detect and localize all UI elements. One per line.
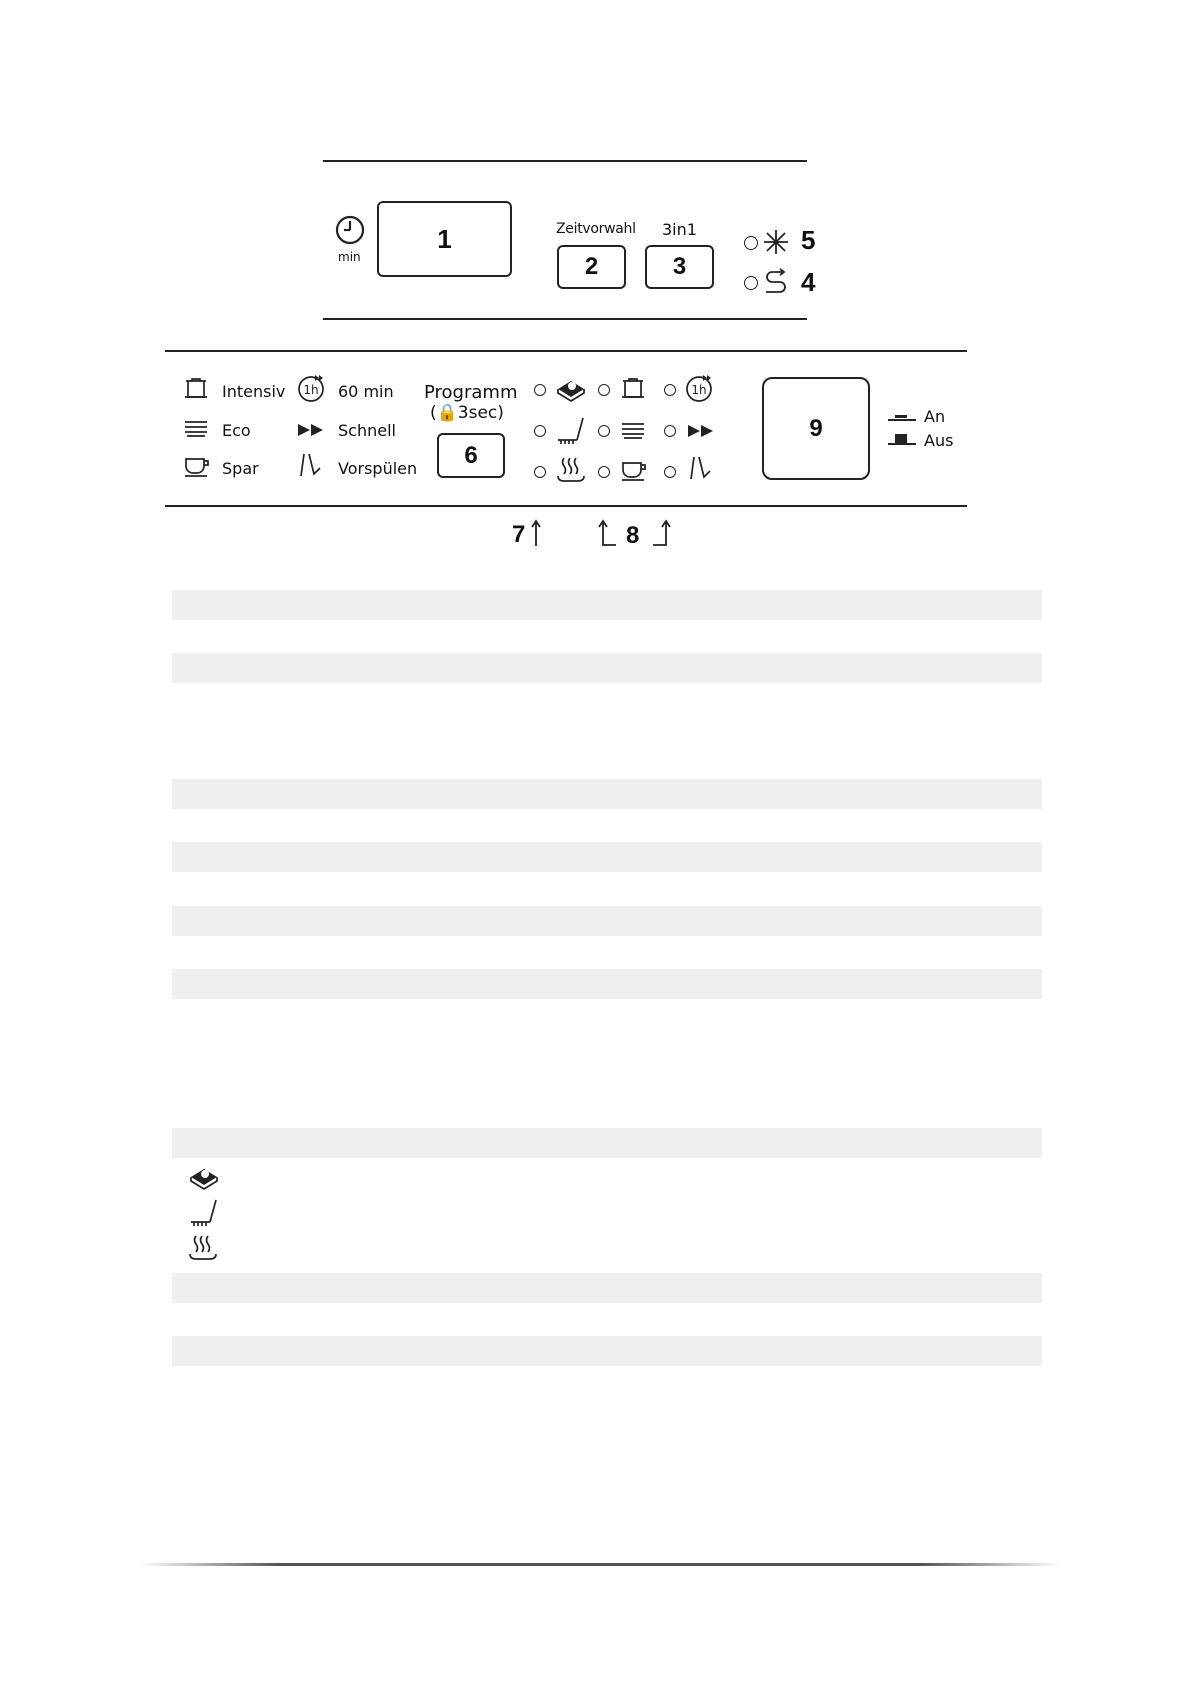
table-row-bar <box>172 1336 1042 1366</box>
eco-plates-icon <box>183 418 209 440</box>
program-intensive-label: Intensiv <box>222 382 286 401</box>
program-button[interactable] <box>437 433 505 478</box>
salt-indicator-led <box>744 236 758 250</box>
program-60min-label: 60 min <box>338 382 394 401</box>
timer-unit-label: min <box>338 250 361 264</box>
rinse-aid-indicator-led <box>744 276 758 290</box>
table-row-bar <box>172 842 1042 872</box>
delay-caption: Zeitvorwahl <box>556 221 636 237</box>
program-led-vorspuelen <box>664 466 676 478</box>
tablet-detergent-icon <box>188 1163 220 1191</box>
svg-text:1h: 1h <box>303 383 319 397</box>
top-panel-top-line <box>323 160 807 162</box>
callout-8-right-arrow-icon <box>651 518 673 548</box>
lock-caption: (🔒3sec) <box>430 403 504 423</box>
table-row-bar <box>172 1128 1042 1158</box>
delay-start-button-label: 2 <box>584 253 599 280</box>
power-on-label: An <box>924 407 946 426</box>
power-off-icon <box>886 432 918 448</box>
salt-snowflake-icon <box>762 228 790 256</box>
wash-spray-icon <box>555 416 587 446</box>
intensive-pot-icon <box>620 377 646 403</box>
program-panel-top-line <box>165 350 967 352</box>
spar-cup-icon <box>183 456 211 478</box>
threein1-button-label: 3 <box>672 253 687 280</box>
fast-forward-icon <box>686 424 716 438</box>
eco-plates-icon <box>620 420 646 442</box>
fast-forward-icon <box>296 423 326 437</box>
table-row-bar <box>172 779 1042 809</box>
callout-8-left-arrow-icon <box>596 518 618 548</box>
program-eco-label: Eco <box>222 421 251 440</box>
power-button[interactable] <box>762 377 870 480</box>
program-panel-bottom-line <box>165 505 967 507</box>
table-row-bar <box>172 590 1042 620</box>
prerinse-icon <box>298 452 324 480</box>
top-panel-bottom-line <box>323 318 807 320</box>
wash-spray-icon <box>188 1198 220 1228</box>
time-display-label: 1 <box>437 223 452 254</box>
callout-8-label: 8 <box>626 522 640 549</box>
program-led-eco <box>598 425 610 437</box>
program-schnell-label: Schnell <box>338 421 396 440</box>
threein1-caption: 3in1 <box>662 220 697 239</box>
drying-steam-icon <box>556 456 586 484</box>
program-led-intensive <box>598 384 610 396</box>
power-on-icon <box>886 412 918 424</box>
power-button-label: 9 <box>809 414 823 442</box>
page-footer-line <box>140 1563 1060 1566</box>
clock-icon <box>334 214 366 246</box>
program-led-schnell <box>664 425 676 437</box>
table-row-bar <box>172 969 1042 999</box>
rinse-aid-icon <box>762 268 792 296</box>
table-row-bar <box>172 1273 1042 1303</box>
indicator-5-label: 5 <box>801 225 816 255</box>
program-led-spar <box>598 466 610 478</box>
table-row-bar <box>172 653 1042 683</box>
callout-7-arrow-icon <box>529 518 543 548</box>
status-led-wash <box>534 425 546 437</box>
time-display <box>377 201 512 277</box>
one-hour-icon <box>684 373 714 403</box>
drying-steam-icon <box>188 1234 218 1262</box>
callout-7-label: 7 <box>512 521 526 548</box>
delay-start-button[interactable] <box>557 245 626 289</box>
tablet-detergent-icon <box>555 375 587 403</box>
threein1-button[interactable] <box>645 245 714 289</box>
power-off-label: Aus <box>924 431 954 450</box>
table-row-bar <box>172 906 1042 936</box>
svg-text:1h: 1h <box>691 383 707 397</box>
one-hour-icon <box>296 373 326 403</box>
program-button-label: 6 <box>464 441 478 469</box>
prerinse-icon <box>688 455 714 483</box>
indicator-4-label: 4 <box>801 267 816 297</box>
status-led-tablet <box>534 384 546 396</box>
program-vorspuelen-label: Vorspülen <box>338 459 418 478</box>
intensive-pot-icon <box>183 377 209 403</box>
program-led-60min <box>664 384 676 396</box>
status-led-dry <box>534 466 546 478</box>
spar-cup-icon <box>620 460 648 482</box>
program-spar-label: Spar <box>222 459 259 478</box>
program-caption: Programm <box>424 382 518 403</box>
